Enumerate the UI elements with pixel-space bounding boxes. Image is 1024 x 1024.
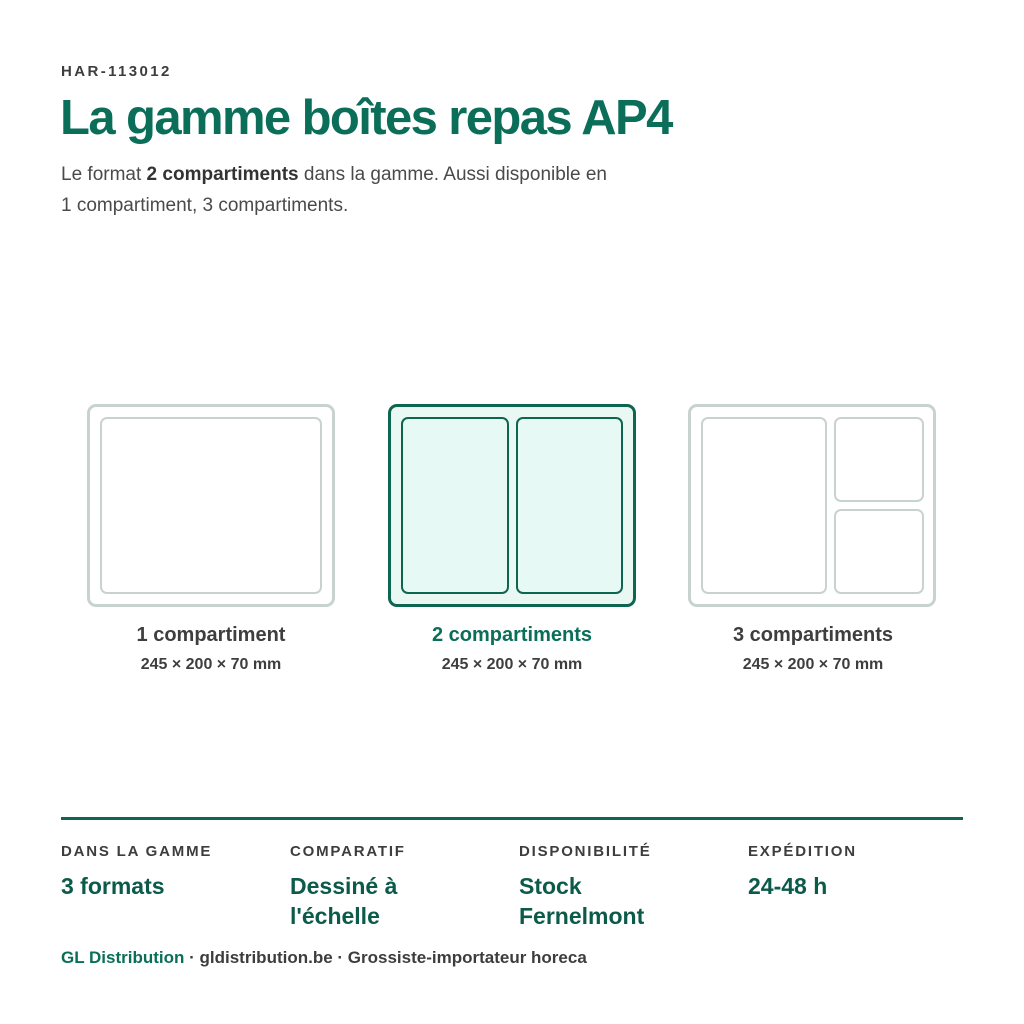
stat-availability — [519, 843, 709, 931]
stat-value: Dessiné à l'échelle — [290, 873, 398, 929]
stat-label: DISPONIBILITÉ — [519, 843, 652, 860]
subtitle-text-start: Le format — [61, 164, 147, 185]
page-subtitle — [61, 159, 621, 221]
compartment — [834, 417, 924, 502]
stat-value: Stock Fernelmont — [519, 873, 645, 929]
format-dimensions: 245 × 200 × 70 mm — [140, 656, 282, 673]
box-3-compartments[interactable] — [688, 404, 936, 607]
box-1-compartment[interactable] — [87, 404, 335, 607]
box-2-compartments[interactable] — [388, 404, 636, 607]
subtitle-highlight: 2 compartiments — [146, 164, 299, 185]
stat-value: 24-48 h — [748, 873, 828, 899]
stat-shipping — [748, 843, 958, 901]
format-label: 2 compartiments — [431, 624, 593, 646]
format-dimensions: 245 × 200 × 70 mm — [742, 656, 884, 673]
compartment — [834, 509, 924, 594]
compartment — [100, 417, 322, 594]
stat-label: EXPÉDITION — [748, 843, 857, 860]
footer-details: · gldistribution.be · Grossiste-importateur horeca — [184, 948, 587, 967]
format-dimensions: 245 × 200 × 70 mm — [441, 656, 583, 673]
page-title: La gamme boîtes repas AP4 — [60, 91, 672, 145]
stat-value: 3 formats — [61, 873, 165, 899]
compartment — [516, 417, 623, 594]
sku-code: HAR-113012 — [61, 63, 172, 80]
stat-label: COMPARATIF — [290, 843, 406, 860]
brand-name: GL Distribution — [61, 948, 185, 967]
section-divider — [61, 817, 963, 820]
format-label: 1 compartiment — [136, 624, 286, 646]
compartment — [401, 417, 509, 594]
stat-label: DANS LA GAMME — [61, 843, 213, 860]
footer — [61, 948, 587, 968]
stat-range — [61, 843, 271, 901]
format-label: 3 compartiments — [732, 624, 894, 646]
compartment — [701, 417, 827, 594]
subtitle-text-end: dans la gamme. Aussi disponible en 1 compartiment, 3 compartiments. — [61, 164, 608, 216]
stat-comparison — [290, 843, 450, 931]
